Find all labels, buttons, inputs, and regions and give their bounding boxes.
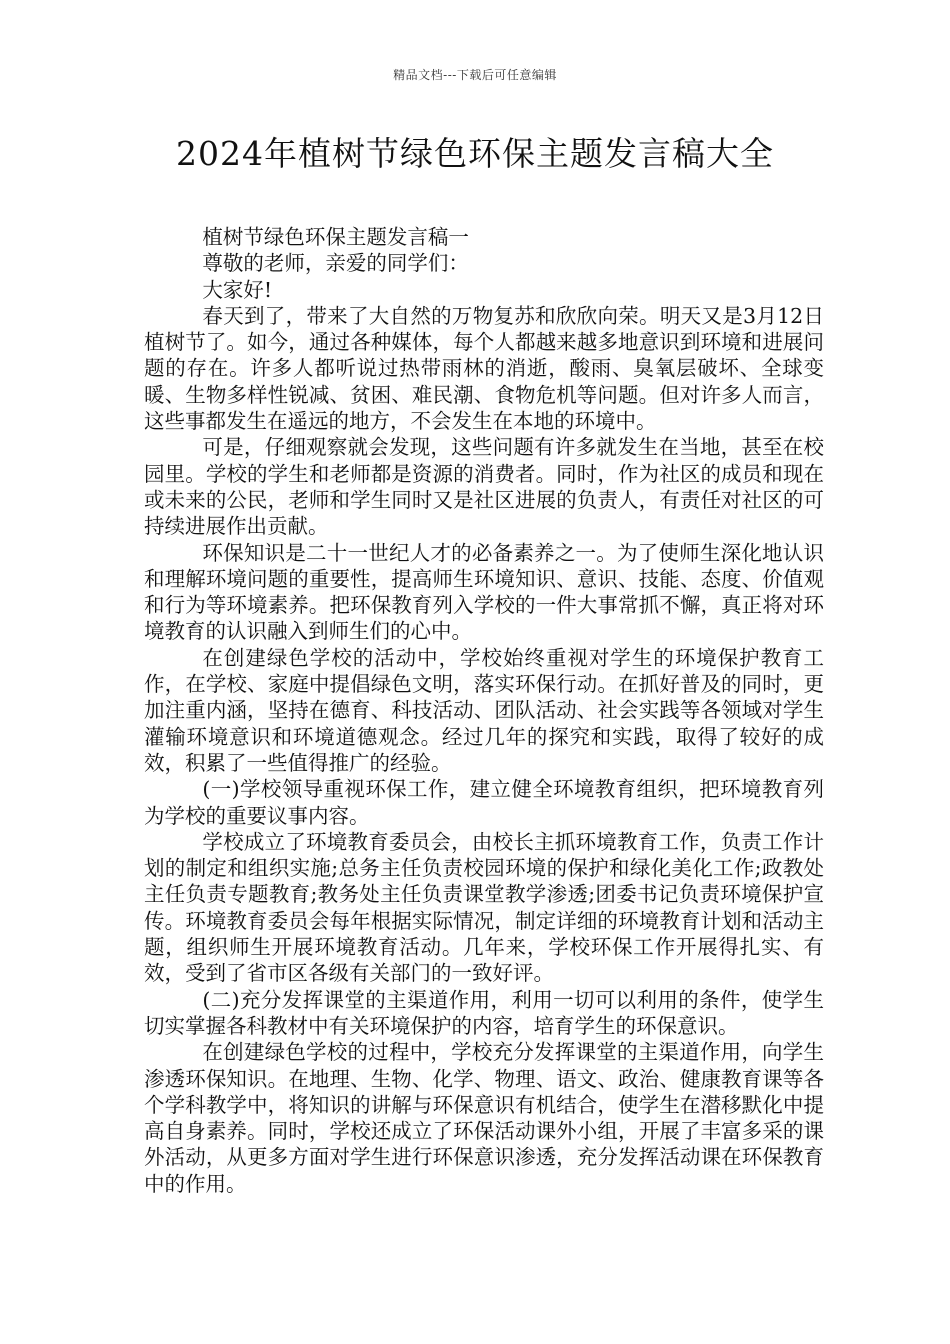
paragraph: 学校成立了环境教育委员会，由校长主抓环境教育工作，负责工作计划的制定和组织实施;总务主任负责校园环境的保护和绿化美化工作;政教处主任负责专题教育;教务处主任负责课堂教学渗透;团委书记负责环境保护宣传。环境教育委员会每年根据实际情况，制定详细的环境教育计划和活动主题，组织师生开展环境教育活动。几年来，学校环保工作开展得扎实、有效，受到了省市区各级有关部门的一致好评。 [144, 829, 824, 986]
subheading: (一)学校领导重视环保工作，建立健全环境教育组织，把环境教育列为学校的重要议事内容。 [144, 777, 824, 828]
paragraph: 在创建绿色学校的过程中，学校充分发挥课堂的主渠道作用，向学生渗透环保知识。在地理、生物、化学、物理、语文、政治、健康教育课等各个学科教学中，将知识的讲解与环保意识有机结合，使学生在潜移默化中提高自身素养。同时，学校还成立了环保活动课外小组，开展了丰富多采的课外活动，从更多方面对学生进行环保意识渗透，充分发挥活动课在环保教育中的作用。 [144, 1040, 824, 1196]
paragraph: 环保知识是二十一世纪人才的必备素养之一。为了使师生深化地认识和理解环境问题的重要性，提高师生环境知识、意识、技能、态度、价值观和行为等环境素养。把环保教育列入学校的一件大事常抓不懈，真正将对环境教育的认识融入到师生们的心中。 [144, 540, 824, 644]
paragraph: 春天到了，带来了大自然的万物复苏和欣欣向荣。明天又是3月12日植树节了。如今，通过各种媒体，每个人都越来越多地意识到环境和进展问题的存在。许多人都听说过热带雨林的消逝，酸雨、臭氧层破坏、全球变暖、生物多样性锐减、贫困、难民潮、食物危机等问题。但对许多人而言，这些事都发生在遥远的地方，不会发生在本地的环境中。 [144, 303, 824, 434]
document-title: 2024年植树节绿色环保主题发言稿大全 [176, 134, 774, 173]
paragraph: 可是，仔细观察就会发现，这些问题有许多就发生在当地，甚至在校园里。学校的学生和老师都是资源的消费者。同时，作为社区的成员和现在或未来的公民，老师和学生同时又是社区进展的负责人，有责任对社区的可持续进展作出贡献。 [144, 435, 824, 539]
greeting: 大家好! [202, 277, 273, 302]
subheading: (二)充分发挥课堂的主渠道作用，利用一切可以利用的条件，使学生切实掌握各科教材中有关环境保护的内容，培育学生的环保意识。 [144, 987, 824, 1038]
document-body [144, 224, 824, 1197]
header-note: 精品文档---下载后可任意编辑 [393, 68, 557, 82]
salutation: 尊敬的老师，亲爱的同学们： [202, 251, 469, 276]
paragraph: 在创建绿色学校的活动中，学校始终重视对学生的环境保护教育工作，在学校、家庭中提倡绿色文明，落实环保行动。在抓好普及的同时，更加注重内涵，坚持在德育、科技活动、团队活动、社会实践等各领域对学生灌输环境意识和环境道德观念。经过几年的探究和实践，取得了较好的成效，积累了一些值得推广的经验。 [144, 645, 824, 775]
section-heading: 植树节绿色环保主题发言稿一 [202, 225, 469, 249]
